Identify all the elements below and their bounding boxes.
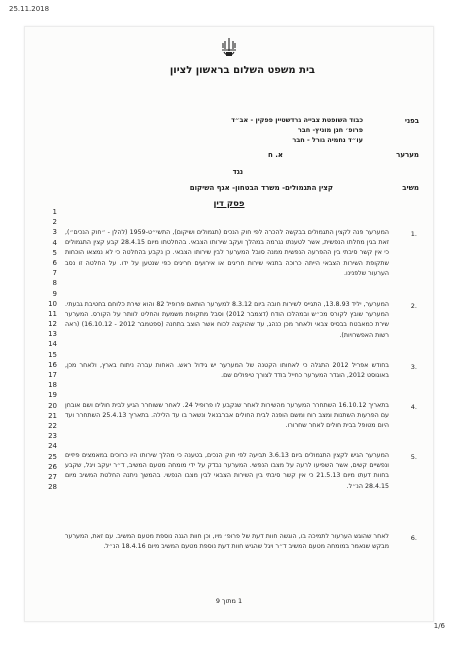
line-number: 5	[52, 248, 57, 257]
line-number: 16	[48, 360, 57, 369]
line-number: 19	[48, 391, 57, 400]
line-number: 15	[48, 350, 57, 359]
appellant-label: מערער	[396, 151, 419, 159]
paragraph-number: 2.	[410, 302, 417, 310]
line-number: 27	[48, 472, 57, 481]
judges-list	[231, 115, 363, 145]
line-number: 22	[48, 421, 57, 430]
line-number: 18	[48, 381, 57, 390]
state-emblem-icon	[220, 37, 238, 59]
paragraph: המערער פנה לקצין התגמולים בבקשה להכרה לפי חוק הנכים (תגמולים ושיקום), התשי״ט-1959 (להלן - ״חוק הנכים״), זאת בגין מחלתו הנפשית, אשר לטענתו נגרמה במהלך ועקב שירותו הצבאי. בהחלטתו מיום 28.4.15 קבע קצין התגמולים כי אין קשר סיבתי בין ההפרעה הנפשית ממנה סובל המערער לבין שירותו הצבאי. כן נקבע בהחלטה כי לא נמצאו הוכחות שתקופת השירות הצבאי הייתה כרוכה בתנאי שירות חריגים או אירועים חריגים כפי שנטען על ידו. על החלטה זו נסב הערעור שלפנינו.	[65, 229, 390, 277]
verdict-title: פסק דין	[213, 199, 245, 209]
line-numbers	[37, 208, 57, 493]
judge-3: עו״ד נחמיה גורל - חבר	[292, 136, 363, 144]
court-name: בית משפט השלום בראשון לציון	[169, 65, 315, 76]
line-number: 23	[48, 432, 57, 441]
document-page	[24, 26, 434, 622]
line-number: 21	[48, 411, 57, 420]
line-number: 14	[48, 340, 57, 349]
page-footer: 1 מתוך 9	[215, 597, 243, 605]
line-number: 24	[48, 442, 57, 451]
line-number: 8	[52, 279, 57, 288]
paragraph-number: 1.	[410, 230, 417, 238]
line-number: 20	[48, 401, 57, 410]
appellant-name: א. ח	[267, 151, 283, 159]
line-number: 13	[48, 330, 57, 339]
line-number: 11	[48, 309, 57, 318]
line-number: 6	[52, 258, 57, 267]
line-number: 3	[52, 228, 57, 237]
line-number: 9	[52, 289, 57, 298]
judge-2: פרופ׳ חנן מוניץ- חבר	[297, 126, 363, 134]
line-number: 25	[48, 452, 57, 461]
paragraph-number: 3.	[410, 363, 417, 371]
paragraph-number: 4.	[410, 403, 417, 411]
judge-1: כבוד השופטת צבייה גרדשטיין פפקין - אב״ד	[231, 116, 363, 124]
paragraph: לאחר שהוגש הערעור לתמיכה בו, הוגשה חוות דעת של פרופ׳ מיו, וכן חוות הגנה נוספת מטעם המשיב. עם זאת, המערער מבקש שנאמר במומחה מטעם המשיב ד״ר ויגל שהגיש חוות דעת נוספת מטעם המשיב מיום 18.4.16 הנ״ל.	[65, 533, 389, 551]
bench-label: בפני	[404, 117, 419, 125]
line-number: 1	[52, 208, 57, 216]
line-number: 2	[52, 218, 57, 227]
line-number: 26	[48, 462, 57, 471]
paragraph-number: 6.	[410, 534, 417, 542]
line-number: 10	[48, 299, 57, 308]
line-number: 7	[52, 269, 57, 278]
paragraph: המערער הגיש לקצין התגמולים ביום 3.6.13 תביעה לפי חוק הנכים, בטענה כי מהלך שירותו היו כרוכים במאמצים פיזיים ונפשיים קשים, אשר השפיעו לרעה על מצבו הנפשי. המערער נבדק על ידי מומחה מטעם המשיב, ד״ר יעקב ויגל, שקבע בחוות דעתו מיום 21.5.13 כי אין קשר סיבתי בין השירות הצבאי לבין מצבו הנפשי. בהמשך ניתנה החלטת המשיב מיום 28.4.15 הנ״ל.	[65, 452, 389, 490]
paragraph: המערער, יליד 13.8.93, התגייס לשירות חובה ביום 8.3.12 למערער הותאם פרופיל 82 והוא שירת כלוחם בחטיבת גבעתי. המערער שובץ לקורס מכ״ש ובמהלכו הודח (דצמבר 2012) וסבל מתקופת משמעת והחליט לוותר על הקורס. המערער שירת כמאבטח בבסיס צבאי ולאחר מכן כנהג, עד שהוקצה לכוח אשר הוצב בתחנה (ספטמבר 2012 - 16.10.12) (ראה רשות האפשרויות).	[65, 301, 389, 339]
respondent-name: קצין התגמולים- משרד הבטחון- אגף השיקום	[189, 184, 333, 192]
line-number: 17	[48, 371, 57, 379]
line-number: 28	[48, 483, 57, 492]
paragraph: בחודש אפריל 2012 התגלה כי לאחותו הקטנה של המערער יש גידול ראש. האחות עברה ניתוח בארץ, ולאחר מכן, באוגוסט 2012, הוגדר המערער כחייל בודד לצורך טיפולים שם.	[65, 362, 389, 380]
line-number: 4	[52, 238, 57, 247]
respondent-label: משיב	[402, 184, 419, 192]
page-indicator: 1/6	[433, 622, 445, 630]
paragraph: בתאריך 16.10.12 השתחרר המערער מהשירות לאחר שנקבע לו פרופיל 24. לאחר ששוחרר הגיע לבית חולים ושם אובחן עם הפרעות השתנות ומצב רוח ומשם הופנה לבית החולים אברבנאל ונשאר בו עד הלילה. בתאריך 25.4.13 השתחרר ועד היום מטופל בבית חולים לאחר שחרורו.	[65, 402, 389, 430]
print-date: 25.11.2018	[9, 5, 50, 13]
versus-label: נגד	[232, 168, 243, 176]
paragraph-number: 5.	[410, 453, 417, 461]
line-number: 12	[48, 320, 57, 329]
